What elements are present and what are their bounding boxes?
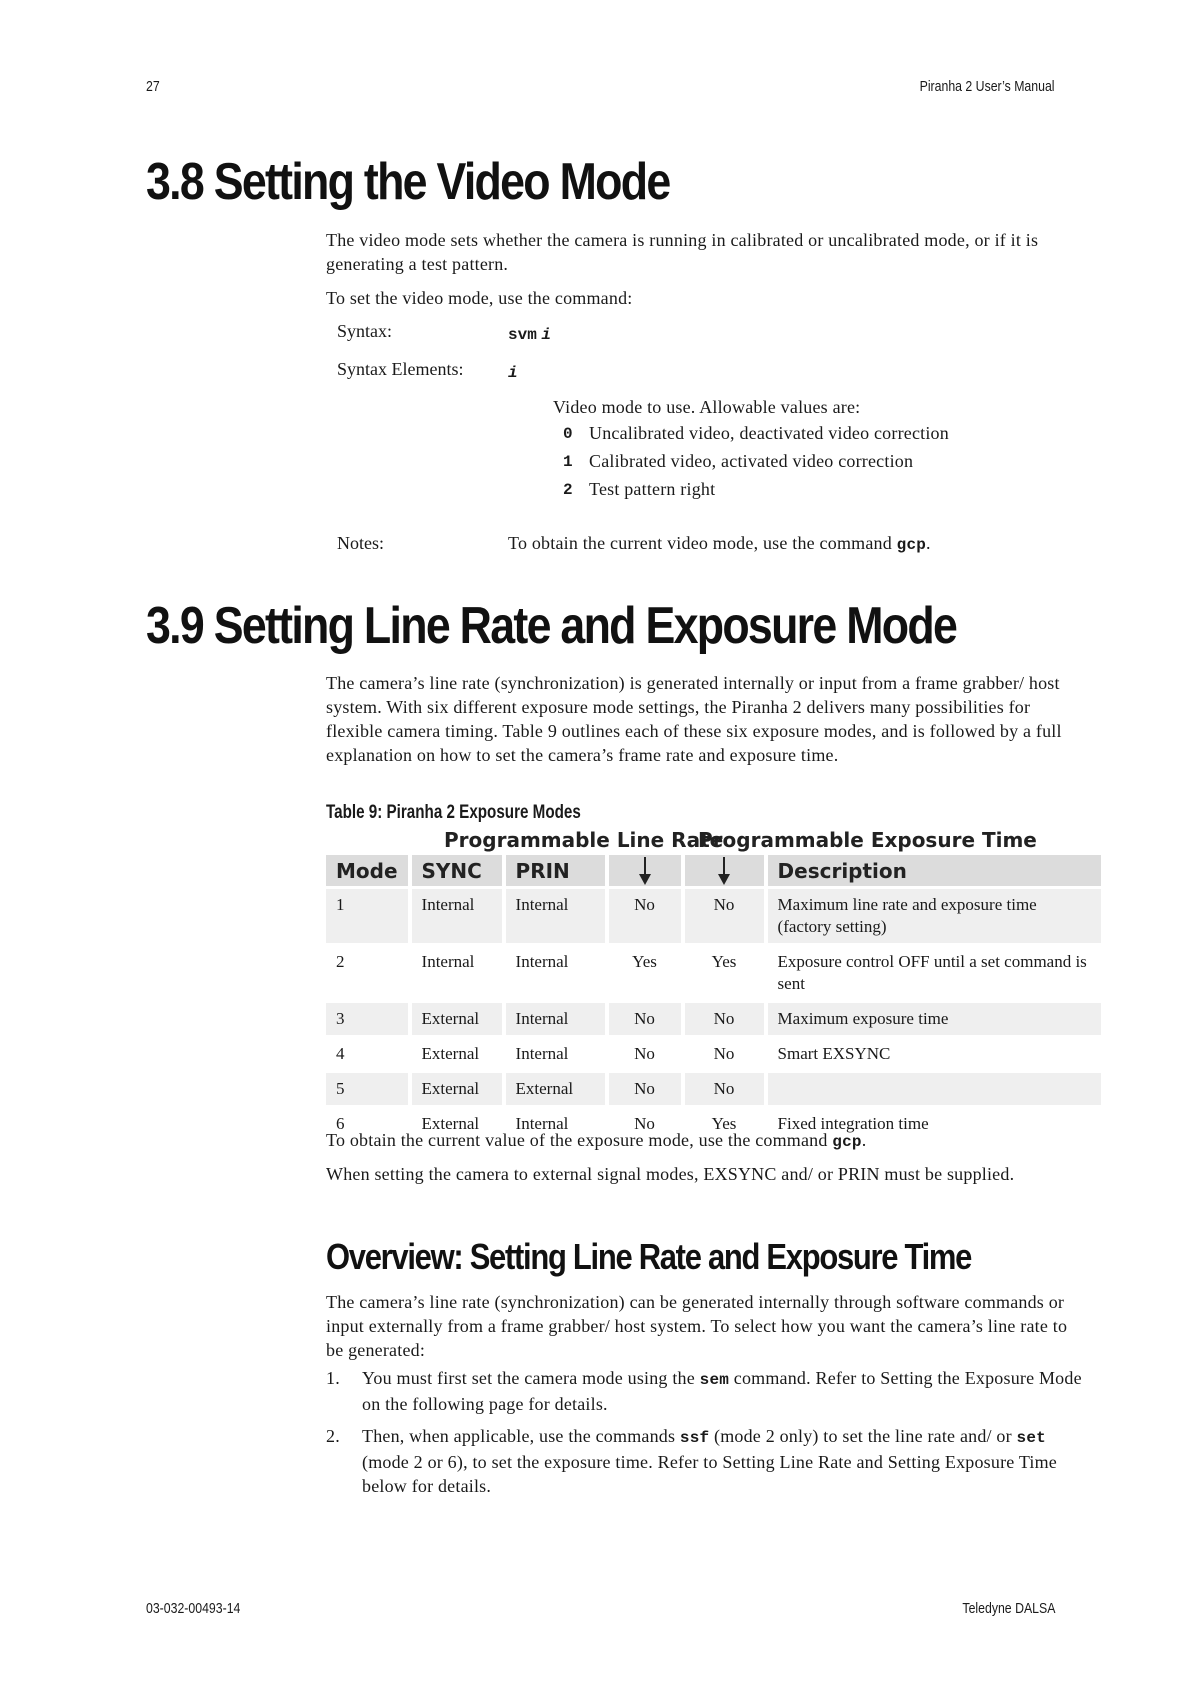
cell-sync: External	[412, 1003, 502, 1035]
cell-mode: 2	[336, 952, 345, 971]
group-exposure-time: Programmable Exposure Time	[698, 828, 1037, 852]
syntax-elements-argument: i	[508, 364, 518, 382]
syntax-elements-value	[508, 361, 518, 382]
cell-line-rate: No	[634, 1044, 655, 1063]
step-1-text-b: command. Refer to Setting the Exposure Mode on the following page for details.	[362, 1368, 1082, 1414]
cell-prin: Internal	[515, 1114, 569, 1133]
cell-prin: Internal	[515, 952, 569, 971]
table-row	[326, 1003, 1101, 1035]
syntax-label: Syntax:	[337, 321, 393, 341]
notes-value	[508, 533, 931, 554]
step-1-command: sem	[699, 1371, 730, 1389]
list-item	[326, 1366, 1086, 1416]
cell-exposure: Yes	[711, 952, 737, 971]
value-1-text: Calibrated video, activated video correction	[589, 451, 914, 471]
page-number: 27	[146, 78, 160, 95]
step-2-number: 2.	[326, 1426, 340, 1446]
group-line-rate: Programmable Line Rate	[444, 828, 724, 852]
syntax-argument: i	[541, 326, 551, 344]
manual-title: Piranha 2 User’s Manual	[920, 78, 1055, 95]
exposure-modes-table	[322, 852, 1105, 1143]
step-2-text-a: Then, when applicable, use the commands	[362, 1426, 676, 1446]
syntax-elements-label: Syntax Elements:	[337, 359, 464, 379]
cell-mode: 5	[326, 1073, 408, 1105]
header-prin: PRIN	[506, 855, 605, 886]
overview-steps	[326, 1366, 1086, 1506]
cell-exposure: No	[685, 1003, 764, 1035]
cell-prin: External	[506, 1073, 605, 1105]
cell-description: Exposure control OFF until a set command is sent	[777, 952, 1087, 993]
cell-prin: Internal	[515, 1044, 569, 1063]
table-row	[326, 889, 1101, 943]
cell-mode: 1	[326, 889, 408, 943]
video-mode-intro: The video mode sets whether the camera is running in calibrated or uncalibrated mode, or if it is generating a test pattern.	[326, 230, 1039, 274]
value-0-number: 0	[563, 425, 573, 443]
value-2-text: Test pattern right	[589, 479, 716, 499]
cell-sync: External	[412, 1073, 502, 1105]
value-2-number: 2	[563, 481, 573, 499]
header-description: Description	[768, 855, 1101, 886]
table-header-row	[326, 855, 1101, 886]
step-2-text-b: (mode 2 only) to set the line rate and/ or	[714, 1426, 1012, 1446]
cell-sync: External	[421, 1044, 480, 1063]
header-exposure-arrow	[685, 855, 764, 886]
overview-intro: The camera’s line rate (synchronization) can be generated internally through software commands or input externally from a frame grabber/ host system. To select how you want the camera’s line rate to be generated:	[326, 1292, 1068, 1360]
cell-line-rate: Yes	[632, 952, 657, 971]
step-1-number: 1.	[326, 1368, 340, 1388]
cell-exposure: No	[685, 1073, 764, 1105]
cell-sync: External	[421, 1114, 480, 1133]
notes-label: Notes:	[337, 533, 384, 553]
notes-command: gcp	[896, 536, 927, 554]
step-1-text-a: You must first set the camera mode using the	[362, 1368, 695, 1388]
exposure-query-text: To obtain the current value of the exposure mode, use the command	[326, 1130, 828, 1150]
cell-description	[768, 1073, 1101, 1105]
cell-line-rate: No	[609, 1003, 681, 1035]
down-arrow-icon	[637, 856, 653, 886]
step-2-text-c: (mode 2 or 6), to set the exposure time. Refer to Setting Line Rate and Setting Exposure Time below for details.	[362, 1452, 1057, 1496]
exposure-query-end: .	[861, 1130, 867, 1150]
table-row	[326, 946, 1101, 1000]
cell-line-rate: No	[609, 889, 681, 943]
doc-number: 03-032-00493-14	[146, 1600, 241, 1617]
table-caption: Table 9: Piranha 2 Exposure Modes	[326, 802, 581, 823]
syntax-value	[508, 323, 551, 344]
cell-prin: Internal	[506, 1003, 605, 1035]
exposure-query-command: gcp	[832, 1133, 862, 1151]
line-rate-intro: The camera’s line rate (synchronization) is generated internally or input from a frame grabber/ host system. With six different exposure mode settings, the Piranha 2 delivers many possibilities for flexible camera timing. Table 9 outlines each of these six exposure modes, and is followed by a full explanation on how to set the camera’s frame rate and exposure time.	[326, 673, 1062, 765]
header-mode: Mode	[326, 855, 408, 886]
cell-description: Maximum exposure time	[768, 1003, 1101, 1035]
values-intro: Video mode to use. Allowable values are:	[553, 397, 861, 417]
cell-description: Smart EXSYNC	[777, 1044, 891, 1063]
cell-prin: Internal	[506, 889, 605, 943]
cell-exposure: No	[685, 889, 764, 943]
list-item	[326, 1424, 1086, 1498]
section-3-9-title: 3.9 Setting Line Rate and Exposure Mode	[146, 597, 957, 655]
external-signal-note: When setting the camera to external signal modes, EXSYNC and/ or PRIN must be supplied.	[326, 1164, 1015, 1184]
cell-line-rate: No	[634, 1114, 655, 1133]
cell-description: Maximum line rate and exposure time (factory setting)	[768, 889, 1101, 943]
value-0-text: Uncalibrated video, deactivated video correction	[589, 423, 949, 443]
notes-text: To obtain the current video mode, use the command	[508, 533, 892, 553]
cell-exposure: Yes	[711, 1114, 737, 1133]
syntax-command: svm	[508, 326, 537, 344]
table-row	[326, 1038, 1101, 1070]
exposure-mode-query	[326, 1128, 1086, 1154]
notes-end: .	[926, 533, 931, 553]
cell-mode: 6	[336, 1114, 345, 1133]
cell-sync: Internal	[421, 952, 475, 971]
step-2-command-set: set	[1016, 1429, 1046, 1447]
section-3-8-title: 3.8 Setting the Video Mode	[146, 153, 670, 211]
cell-mode: 3	[326, 1003, 408, 1035]
table-row	[326, 1073, 1101, 1105]
header-line-rate-arrow	[609, 855, 681, 886]
header-sync: SYNC	[412, 855, 502, 886]
value-1-number: 1	[563, 453, 573, 471]
step-2-command-ssf: ssf	[679, 1429, 710, 1447]
overview-title: Overview: Setting Line Rate and Exposure Time	[326, 1236, 972, 1277]
cell-line-rate: No	[609, 1073, 681, 1105]
down-arrow-icon	[716, 856, 732, 886]
cell-sync: Internal	[412, 889, 502, 943]
company-name: Teledyne DALSA	[962, 1600, 1055, 1617]
video-mode-set-cmd: To set the video mode, use the command:	[326, 288, 633, 308]
cell-mode: 4	[336, 1044, 345, 1063]
cell-description: Fixed integration time	[777, 1114, 929, 1133]
cell-exposure: No	[713, 1044, 735, 1063]
